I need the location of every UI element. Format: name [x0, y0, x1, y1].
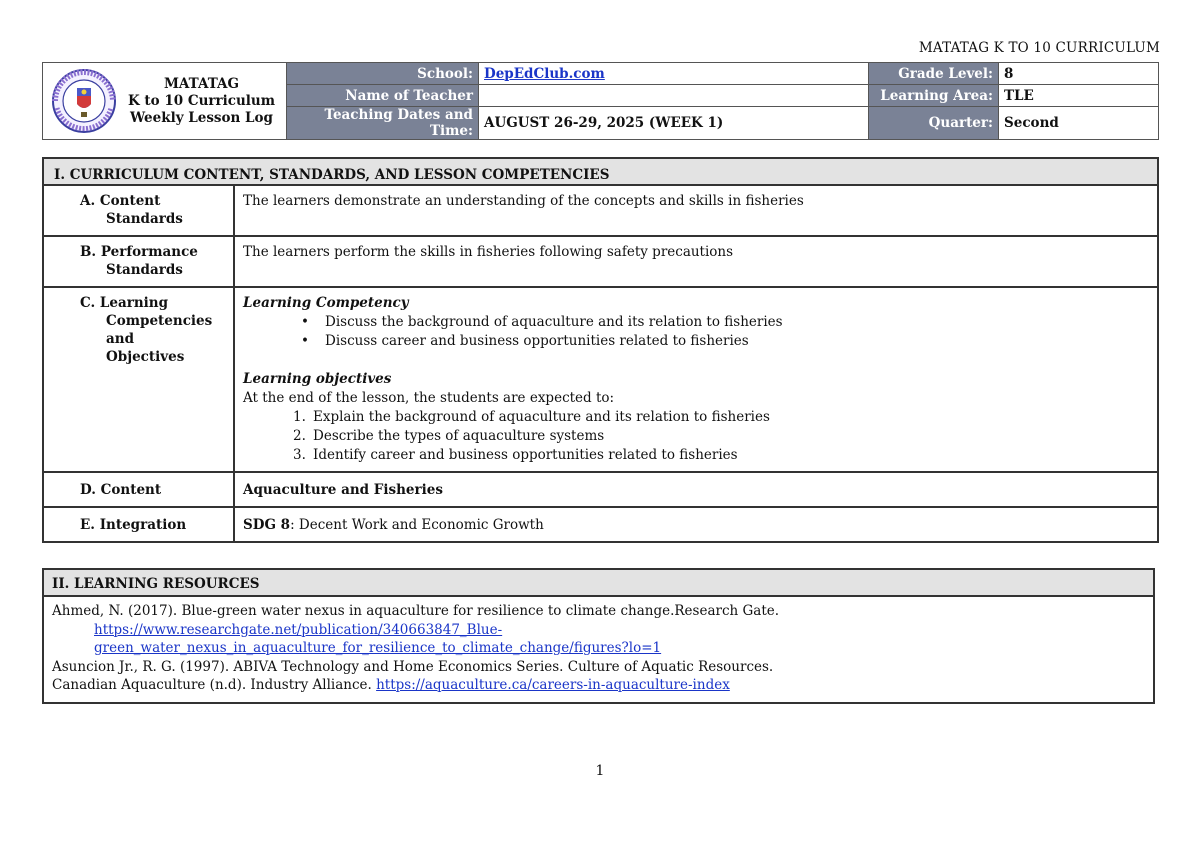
dates-value: AUGUST 26-29, 2025 (WEEK 1) [479, 107, 869, 140]
learning-area-value: TLE [999, 85, 1159, 107]
grade-level-label: Grade Level: [869, 63, 999, 85]
learning-resources-section [42, 568, 1155, 704]
reference-3-link[interactable]: https://aquaculture.ca/careers-in-aquaculture-index [376, 677, 730, 693]
quarter-value: Second [999, 107, 1159, 140]
lesson-log-header [42, 62, 1159, 140]
list-item: 1. Explain the background of aquaculture and its relation to fisheries [293, 409, 770, 425]
teacher-value [479, 85, 869, 107]
row-performance-standards [43, 236, 1158, 287]
school-label: School: [287, 63, 479, 85]
learning-competencies-label: C. Learning Competencies and Objectives [43, 287, 234, 472]
learning-area-label: Learning Area: [869, 85, 999, 107]
grade-level-value: 8 [999, 63, 1159, 85]
section-1-title: I. CURRICULUM CONTENT, STANDARDS, AND LESSON COMPETENCIES [43, 158, 1158, 185]
document-header-label: MATATAG K TO 10 CURRICULUM [918, 40, 1160, 56]
content-text: Aquaculture and Fisheries [234, 472, 1158, 507]
performance-standards-text: The learners perform the skills in fisheries following safety precautions [234, 236, 1158, 287]
page-number: 1 [595, 763, 605, 779]
row-content [43, 472, 1158, 507]
section-2-title: II. LEARNING RESOURCES [44, 570, 1153, 597]
competency-title: Learning Competency [243, 295, 409, 311]
row-integration [43, 507, 1158, 542]
content-standards-text: The learners demonstrate an understanding of the concepts and skills in fisheries [234, 185, 1158, 236]
reference-1-link-cont[interactable]: green_water_nexus_in_aquaculture_for_resilience_to_climate_change/figures?lo=1 [94, 640, 662, 656]
objectives-intro: At the end of the lesson, the students are expected to: [243, 390, 615, 406]
list-item: • Discuss career and business opportunities related to fisheries [303, 332, 1149, 351]
competency-list [243, 313, 1149, 351]
school-link[interactable]: DepEdClub.com [484, 65, 605, 82]
objectives-title: Learning objectives [243, 371, 392, 387]
content-label: D. Content [43, 472, 234, 507]
learning-competencies-content [234, 287, 1158, 472]
objectives-list [243, 408, 1149, 465]
list-item: • Discuss the background of aquaculture and its relation to fisheries [303, 313, 1149, 332]
reference-2: Asuncion Jr., R. G. (1997). ABIVA Technology and Home Economics Series. Culture of Aquatic Resources. [52, 658, 774, 675]
school-value[interactable] [479, 63, 869, 85]
teacher-label: Name of Teacher [287, 85, 479, 107]
logo-cell [43, 63, 287, 140]
logo-line-3: Weekly Lesson Log [129, 109, 273, 126]
list-item: 2. Describe the types of aquaculture systems [293, 428, 605, 444]
reference-1: Ahmed, N. (2017). Blue-green water nexus in aquaculture for resilience to climate change.Research Gate. [52, 603, 780, 619]
deped-seal-icon [51, 68, 117, 134]
integration-label: E. Integration [43, 507, 234, 542]
content-standards-label: A. Content Standards [43, 185, 234, 236]
curriculum-section [42, 157, 1159, 543]
reference-1-link[interactable]: https://www.researchgate.net/publication/340663847_Blue- [94, 621, 503, 638]
row-content-standards [43, 185, 1158, 236]
list-item: 3. Identify career and business opportunities related to fisheries [293, 447, 738, 463]
logo-line-2: K to 10 Curriculum [127, 92, 276, 109]
dates-label: Teaching Dates and Time: [287, 107, 479, 140]
logo-line-1: MATATAG [163, 75, 240, 92]
reference-3: Canadian Aquaculture (n.d). Industry Alliance. https://aquaculture.ca/careers-in-aquaculture-index [52, 677, 730, 693]
performance-standards-label: B. Performance Standards [43, 236, 234, 287]
integration-text: SDG 8: Decent Work and Economic Growth [234, 507, 1158, 542]
quarter-label: Quarter: [869, 107, 999, 140]
row-learning-competencies [43, 287, 1158, 472]
